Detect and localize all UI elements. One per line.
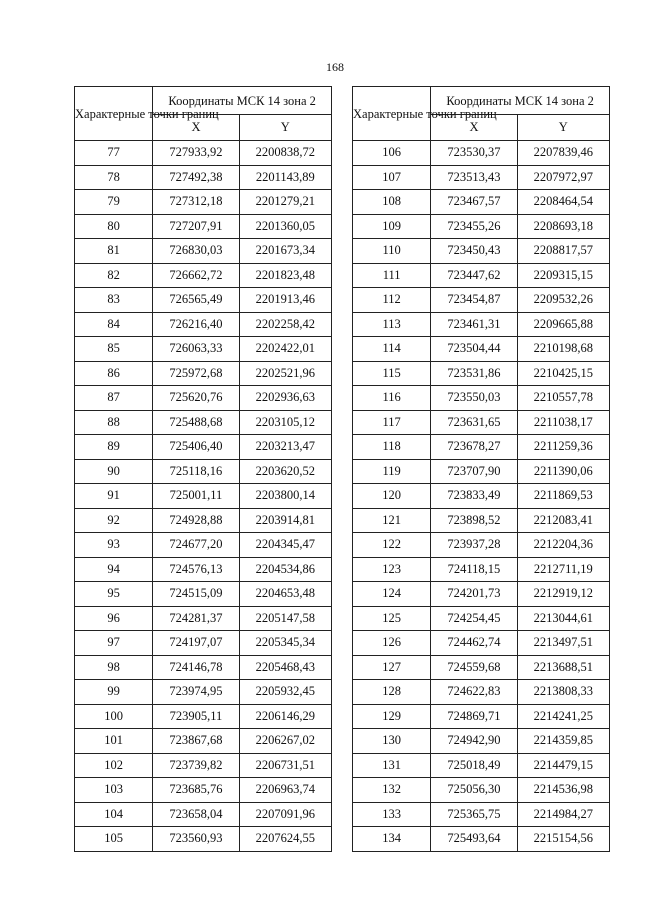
point-cell: 92: [75, 508, 153, 533]
point-cell: 121: [353, 508, 431, 533]
y-cell: 2205468,43: [239, 655, 331, 680]
y-cell: 2209315,15: [517, 263, 609, 288]
y-cell: 2208817,57: [517, 239, 609, 264]
table-row: [353, 802, 610, 827]
table-row: [75, 288, 332, 313]
y-cell: 2214984,27: [517, 802, 609, 827]
x-cell: 724559,68: [431, 655, 517, 680]
table-row: [75, 802, 332, 827]
point-cell: 118: [353, 435, 431, 460]
table-row: [75, 361, 332, 386]
x-cell: 724515,09: [153, 582, 239, 607]
y-cell: 2212083,41: [517, 508, 609, 533]
table-row: [353, 361, 610, 386]
header-points: Характерные точки границ: [353, 87, 431, 141]
point-cell: 116: [353, 386, 431, 411]
point-cell: 82: [75, 263, 153, 288]
x-cell: 725493,64: [431, 827, 517, 852]
y-cell: 2208693,18: [517, 214, 609, 239]
point-cell: 99: [75, 680, 153, 705]
x-cell: 723454,87: [431, 288, 517, 313]
x-cell: 723707,90: [431, 459, 517, 484]
y-cell: 2202422,01: [239, 337, 331, 362]
point-cell: 98: [75, 655, 153, 680]
y-cell: 2213044,61: [517, 606, 609, 631]
table-row: [353, 557, 610, 582]
x-cell: 725118,16: [153, 459, 239, 484]
x-cell: 723447,62: [431, 263, 517, 288]
point-cell: 127: [353, 655, 431, 680]
y-cell: 2212204,36: [517, 533, 609, 558]
y-cell: 2207091,96: [239, 802, 331, 827]
x-cell: 724197,07: [153, 631, 239, 656]
point-cell: 90: [75, 459, 153, 484]
table-row: [75, 827, 332, 852]
point-cell: 115: [353, 361, 431, 386]
x-cell: 725406,40: [153, 435, 239, 460]
x-cell: 723631,65: [431, 410, 517, 435]
table-row: [75, 165, 332, 190]
table-row: [353, 827, 610, 852]
y-cell: 2209665,88: [517, 312, 609, 337]
point-cell: 113: [353, 312, 431, 337]
x-cell: 727933,92: [153, 141, 239, 166]
point-cell: 109: [353, 214, 431, 239]
point-cell: 130: [353, 729, 431, 754]
x-cell: 725488,68: [153, 410, 239, 435]
y-cell: 2212919,12: [517, 582, 609, 607]
point-cell: 120: [353, 484, 431, 509]
point-cell: 85: [75, 337, 153, 362]
table-row: [75, 263, 332, 288]
y-cell: 2214536,98: [517, 778, 609, 803]
x-cell: 723504,44: [431, 337, 517, 362]
y-cell: 2214479,15: [517, 753, 609, 778]
x-cell: 724576,13: [153, 557, 239, 582]
point-cell: 108: [353, 190, 431, 215]
table-row: [75, 239, 332, 264]
table-body-left: [75, 141, 332, 852]
point-cell: 123: [353, 557, 431, 582]
x-cell: 724462,74: [431, 631, 517, 656]
y-cell: 2206267,02: [239, 729, 331, 754]
table-row: [75, 631, 332, 656]
y-cell: 2203914,81: [239, 508, 331, 533]
table-row: [75, 337, 332, 362]
point-cell: 117: [353, 410, 431, 435]
y-cell: 2207839,46: [517, 141, 609, 166]
table-row: [353, 435, 610, 460]
y-cell: 2206731,51: [239, 753, 331, 778]
y-cell: 2211038,17: [517, 410, 609, 435]
y-cell: 2204345,47: [239, 533, 331, 558]
table-row: [75, 386, 332, 411]
y-cell: 2203213,47: [239, 435, 331, 460]
x-cell: 723974,95: [153, 680, 239, 705]
x-cell: 723658,04: [153, 802, 239, 827]
point-cell: 87: [75, 386, 153, 411]
point-cell: 84: [75, 312, 153, 337]
x-cell: 723678,27: [431, 435, 517, 460]
x-cell: 726830,03: [153, 239, 239, 264]
x-cell: 724281,37: [153, 606, 239, 631]
point-cell: 134: [353, 827, 431, 852]
y-cell: 2201913,46: [239, 288, 331, 313]
y-cell: 2214241,25: [517, 704, 609, 729]
header-x: X: [153, 115, 239, 141]
table-row: [353, 459, 610, 484]
x-cell: 723513,43: [431, 165, 517, 190]
point-cell: 104: [75, 802, 153, 827]
point-cell: 86: [75, 361, 153, 386]
table-row: [75, 508, 332, 533]
y-cell: 2203620,52: [239, 459, 331, 484]
table-row: [75, 753, 332, 778]
table-row: [353, 337, 610, 362]
table-row: [353, 141, 610, 166]
x-cell: 723455,26: [431, 214, 517, 239]
point-cell: 80: [75, 214, 153, 239]
table-row: [353, 606, 610, 631]
header-coords: Координаты МСК 14 зона 2: [431, 87, 610, 115]
point-cell: 77: [75, 141, 153, 166]
point-cell: 101: [75, 729, 153, 754]
point-cell: 103: [75, 778, 153, 803]
y-cell: 2213808,33: [517, 680, 609, 705]
y-cell: 2200838,72: [239, 141, 331, 166]
table-row: [353, 484, 610, 509]
x-cell: 723685,76: [153, 778, 239, 803]
point-cell: 128: [353, 680, 431, 705]
table-row: [353, 704, 610, 729]
table-row: [75, 410, 332, 435]
x-cell: 724622,83: [431, 680, 517, 705]
table-row: [353, 631, 610, 656]
header-y: Y: [517, 115, 609, 141]
x-cell: 725620,76: [153, 386, 239, 411]
y-cell: 2201143,89: [239, 165, 331, 190]
y-cell: 2202258,42: [239, 312, 331, 337]
point-cell: 95: [75, 582, 153, 607]
table-row: [353, 533, 610, 558]
y-cell: 2201823,48: [239, 263, 331, 288]
x-cell: 723739,82: [153, 753, 239, 778]
point-cell: 126: [353, 631, 431, 656]
table-row: [75, 680, 332, 705]
table-row: [75, 435, 332, 460]
table-row: [75, 729, 332, 754]
y-cell: 2205147,58: [239, 606, 331, 631]
y-cell: 2213497,51: [517, 631, 609, 656]
point-cell: 83: [75, 288, 153, 313]
y-cell: 2209532,26: [517, 288, 609, 313]
table-row: [75, 606, 332, 631]
x-cell: 723530,37: [431, 141, 517, 166]
y-cell: 2207972,97: [517, 165, 609, 190]
x-cell: 723550,03: [431, 386, 517, 411]
table-row: [75, 778, 332, 803]
coordinates-table-right: [352, 86, 610, 852]
x-cell: 727312,18: [153, 190, 239, 215]
x-cell: 724254,45: [431, 606, 517, 631]
table-row: [353, 655, 610, 680]
table-row: [353, 680, 610, 705]
x-cell: 723905,11: [153, 704, 239, 729]
point-cell: 105: [75, 827, 153, 852]
x-cell: 726565,49: [153, 288, 239, 313]
header-y: Y: [239, 115, 331, 141]
point-cell: 132: [353, 778, 431, 803]
point-cell: 106: [353, 141, 431, 166]
table-row: [353, 778, 610, 803]
y-cell: 2211390,06: [517, 459, 609, 484]
x-cell: 723867,68: [153, 729, 239, 754]
table-row: [75, 312, 332, 337]
y-cell: 2210557,78: [517, 386, 609, 411]
x-cell: 725056,30: [431, 778, 517, 803]
x-cell: 726063,33: [153, 337, 239, 362]
y-cell: 2215154,56: [517, 827, 609, 852]
table-row: [75, 190, 332, 215]
header-coords: Координаты МСК 14 зона 2: [153, 87, 332, 115]
point-cell: 133: [353, 802, 431, 827]
table-row: [353, 386, 610, 411]
y-cell: 2202521,96: [239, 361, 331, 386]
table-row: [75, 459, 332, 484]
x-cell: 727492,38: [153, 165, 239, 190]
point-cell: 107: [353, 165, 431, 190]
table-row: [353, 410, 610, 435]
y-cell: 2210425,15: [517, 361, 609, 386]
coordinates-table-left: [74, 86, 332, 852]
table-row: [353, 288, 610, 313]
y-cell: 2214359,85: [517, 729, 609, 754]
x-cell: 726662,72: [153, 263, 239, 288]
point-cell: 131: [353, 753, 431, 778]
x-cell: 724942,90: [431, 729, 517, 754]
point-cell: 78: [75, 165, 153, 190]
table-row: [353, 239, 610, 264]
table-row: [353, 190, 610, 215]
table-row: [353, 312, 610, 337]
point-cell: 94: [75, 557, 153, 582]
point-cell: 89: [75, 435, 153, 460]
table-row: [353, 753, 610, 778]
table-row: [75, 533, 332, 558]
x-cell: 723531,86: [431, 361, 517, 386]
y-cell: 2212711,19: [517, 557, 609, 582]
x-cell: 725001,11: [153, 484, 239, 509]
point-cell: 125: [353, 606, 431, 631]
point-cell: 96: [75, 606, 153, 631]
point-cell: 100: [75, 704, 153, 729]
x-cell: 727207,91: [153, 214, 239, 239]
x-cell: 723461,31: [431, 312, 517, 337]
point-cell: 102: [75, 753, 153, 778]
y-cell: 2205345,34: [239, 631, 331, 656]
x-cell: 724201,73: [431, 582, 517, 607]
x-cell: 724677,20: [153, 533, 239, 558]
y-cell: 2210198,68: [517, 337, 609, 362]
table-row: [353, 508, 610, 533]
x-cell: 724928,88: [153, 508, 239, 533]
x-cell: 723898,52: [431, 508, 517, 533]
y-cell: 2207624,55: [239, 827, 331, 852]
y-cell: 2208464,54: [517, 190, 609, 215]
x-cell: 723833,49: [431, 484, 517, 509]
table-row: [353, 582, 610, 607]
x-cell: 723937,28: [431, 533, 517, 558]
table-row: [75, 557, 332, 582]
point-cell: 122: [353, 533, 431, 558]
x-cell: 723450,43: [431, 239, 517, 264]
table-body-right: [353, 141, 610, 852]
table-row: [75, 141, 332, 166]
table-row: [353, 214, 610, 239]
point-cell: 81: [75, 239, 153, 264]
x-cell: 725018,49: [431, 753, 517, 778]
table-row: [75, 214, 332, 239]
x-cell: 724118,15: [431, 557, 517, 582]
x-cell: 724869,71: [431, 704, 517, 729]
x-cell: 725972,68: [153, 361, 239, 386]
y-cell: 2206146,29: [239, 704, 331, 729]
table-row: [353, 729, 610, 754]
point-cell: 129: [353, 704, 431, 729]
y-cell: 2201360,05: [239, 214, 331, 239]
page-number: 168: [326, 60, 344, 74]
point-cell: 119: [353, 459, 431, 484]
y-cell: 2211869,53: [517, 484, 609, 509]
header-x: X: [431, 115, 517, 141]
y-cell: 2205932,45: [239, 680, 331, 705]
point-cell: 79: [75, 190, 153, 215]
y-cell: 2211259,36: [517, 435, 609, 460]
y-cell: 2202936,63: [239, 386, 331, 411]
point-cell: 124: [353, 582, 431, 607]
table-row: [75, 704, 332, 729]
point-cell: 112: [353, 288, 431, 313]
table-row: [75, 582, 332, 607]
point-cell: 91: [75, 484, 153, 509]
y-cell: 2206963,74: [239, 778, 331, 803]
y-cell: 2203800,14: [239, 484, 331, 509]
y-cell: 2204653,48: [239, 582, 331, 607]
point-cell: 114: [353, 337, 431, 362]
header-points: Характерные точки границ: [75, 87, 153, 141]
x-cell: 725365,75: [431, 802, 517, 827]
table-row: [353, 165, 610, 190]
x-cell: 723467,57: [431, 190, 517, 215]
y-cell: 2201279,21: [239, 190, 331, 215]
point-cell: 97: [75, 631, 153, 656]
point-cell: 88: [75, 410, 153, 435]
y-cell: 2201673,34: [239, 239, 331, 264]
x-cell: 726216,40: [153, 312, 239, 337]
table-row: [75, 484, 332, 509]
point-cell: 93: [75, 533, 153, 558]
y-cell: 2204534,86: [239, 557, 331, 582]
x-cell: 724146,78: [153, 655, 239, 680]
point-cell: 111: [353, 263, 431, 288]
table-row: [75, 655, 332, 680]
table-row: [353, 263, 610, 288]
x-cell: 723560,93: [153, 827, 239, 852]
y-cell: 2213688,51: [517, 655, 609, 680]
y-cell: 2203105,12: [239, 410, 331, 435]
point-cell: 110: [353, 239, 431, 264]
